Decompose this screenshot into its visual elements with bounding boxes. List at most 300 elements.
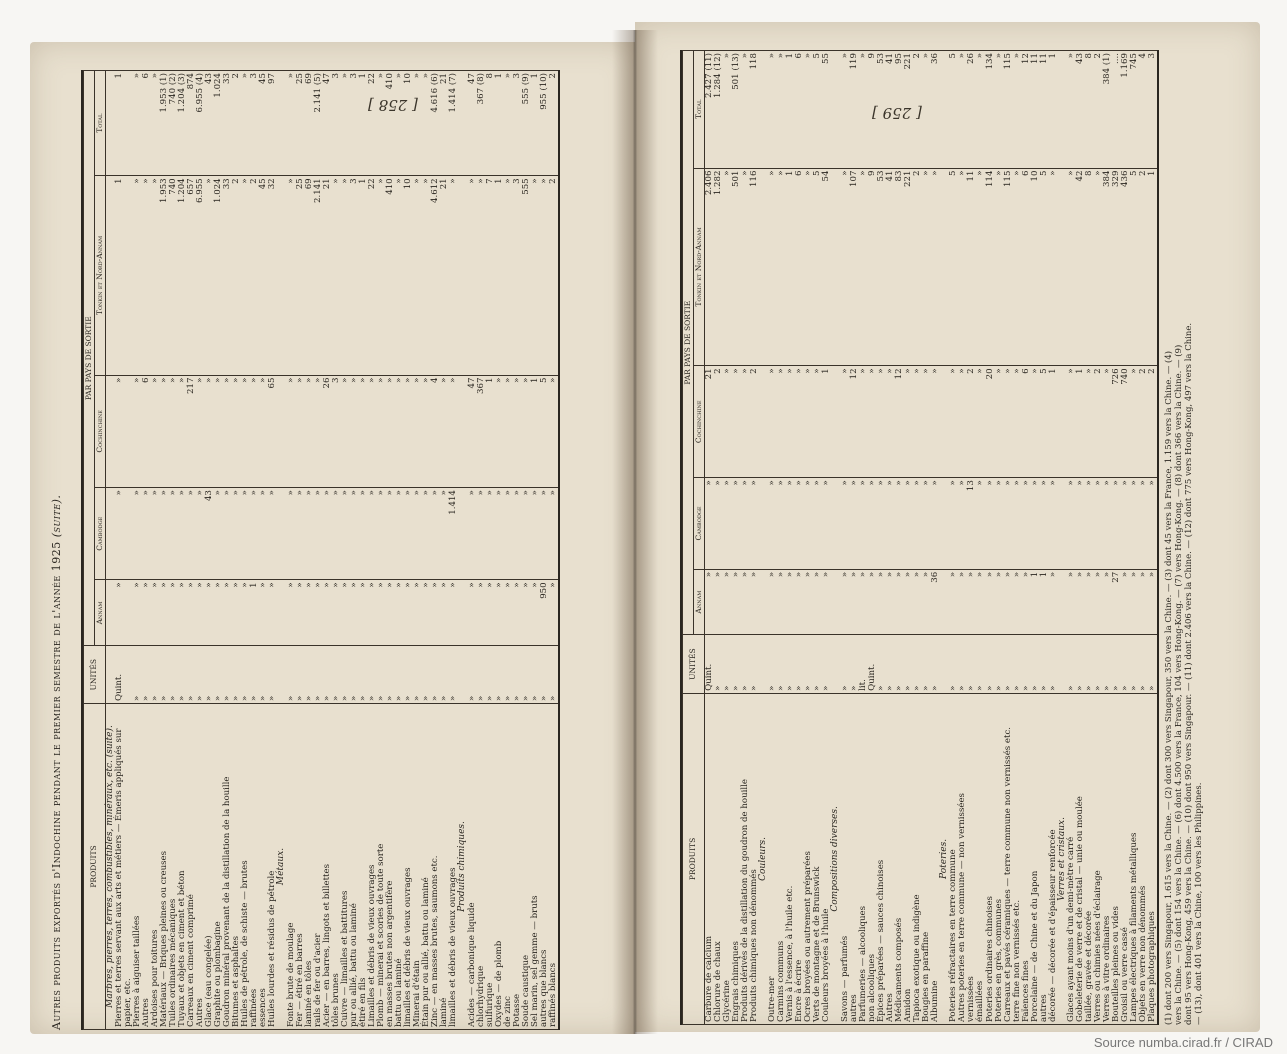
cochinchine-cell: » bbox=[1103, 366, 1112, 478]
annam-cell: » bbox=[913, 569, 922, 635]
cambodge-cell: » bbox=[178, 488, 187, 580]
total-cell: 1.024 bbox=[214, 71, 223, 176]
tonkin-cell: » bbox=[133, 176, 142, 375]
tonkin-cell: 54 bbox=[822, 168, 831, 366]
cochinchine-cell: 20 bbox=[986, 366, 995, 478]
annam-cell: » bbox=[723, 569, 732, 635]
cochinchine-cell: » bbox=[350, 375, 359, 488]
product-cell: Carmins communs bbox=[777, 693, 786, 1024]
cochinchine-cell: » bbox=[1031, 366, 1040, 478]
section-title: Métaux. bbox=[277, 703, 286, 1029]
tonkin-cell: 2 bbox=[250, 176, 259, 375]
tonkin-cell: 2 bbox=[1139, 168, 1148, 366]
product-cell: étiré en fils bbox=[359, 703, 368, 1029]
unit-cell: » bbox=[1085, 635, 1094, 693]
annam-cell: » bbox=[1103, 569, 1112, 635]
total-cell: 10 bbox=[404, 71, 413, 176]
right-data-table bbox=[682, 50, 1157, 1025]
unit-cell: » bbox=[1004, 635, 1013, 693]
annam-cell: » bbox=[486, 580, 495, 646]
cochinchine-cell: » bbox=[949, 366, 958, 478]
cochinchine-cell: » bbox=[768, 366, 777, 478]
annam-cell: 1 bbox=[1031, 569, 1040, 635]
total-cell: 501 (13) bbox=[732, 51, 741, 169]
table-row bbox=[549, 71, 558, 1030]
unit-cell: » bbox=[178, 646, 187, 704]
annam-cell: » bbox=[404, 580, 413, 646]
annam-cell: » bbox=[949, 569, 958, 635]
cambodge-cell: » bbox=[850, 478, 859, 570]
tonkin-cell: » bbox=[804, 168, 813, 366]
total-cell: 1 bbox=[1049, 51, 1058, 169]
cochinchine-cell: 12 bbox=[850, 366, 859, 478]
total-cell: 1 bbox=[531, 71, 540, 176]
cochinchine-cell: 21 bbox=[704, 366, 714, 478]
cambodge-cell: » bbox=[986, 478, 995, 570]
total-cell: 367 (8) bbox=[477, 71, 486, 176]
tonkin-cell: 33 bbox=[223, 176, 232, 375]
annam-cell: » bbox=[795, 569, 804, 635]
cambodge-cell: 1.414 bbox=[449, 488, 458, 580]
tonkin-cell: 384 bbox=[1103, 168, 1112, 366]
total-cell: » bbox=[741, 51, 750, 169]
annam-cell: » bbox=[259, 580, 268, 646]
cochinchine-cell: » bbox=[287, 375, 296, 488]
cochinchine-cell: » bbox=[859, 366, 868, 478]
product-cell: Verres ou chimies nées d'éclairage bbox=[1094, 693, 1103, 1024]
empty-cell bbox=[1058, 51, 1067, 169]
cambodge-cell: » bbox=[750, 478, 759, 570]
unit-cell: » bbox=[986, 635, 995, 693]
annam-cell: » bbox=[341, 580, 350, 646]
tonkin-cell: 2 bbox=[913, 168, 922, 366]
product-cell: Plaques photographiques bbox=[1148, 693, 1157, 1024]
tonkin-cell: 9 bbox=[868, 168, 877, 366]
total-cell: 2.427 (11) bbox=[704, 51, 714, 169]
empty-cell bbox=[105, 580, 115, 646]
annam-cell: » bbox=[750, 569, 759, 635]
cambodge-cell: » bbox=[413, 488, 422, 580]
cochinchine-cell: » bbox=[386, 375, 395, 488]
unit-cell: » bbox=[151, 646, 160, 704]
product-cell: Poteries ordinaires chinoises bbox=[986, 693, 995, 1024]
empty-cell bbox=[105, 71, 115, 176]
product-cell: Verres à vitre ordinaires bbox=[1103, 693, 1112, 1024]
unit-cell: » bbox=[359, 646, 368, 704]
unit-cell: » bbox=[913, 635, 922, 693]
total-cell: » bbox=[413, 71, 422, 176]
cochinchine-cell: 3 bbox=[332, 375, 341, 488]
annam-cell: » bbox=[477, 580, 486, 646]
cambodge-cell: » bbox=[1085, 478, 1094, 570]
annam-cell: » bbox=[151, 580, 160, 646]
product-cell: Minerai d'étain bbox=[413, 703, 422, 1029]
annam-cell: » bbox=[440, 580, 449, 646]
cochinchine-cell: » bbox=[995, 366, 1004, 478]
section-title: Verres et cristaux. bbox=[1058, 693, 1067, 1024]
product-cell: Potasse bbox=[513, 703, 522, 1029]
tonkin-cell: 501 bbox=[732, 168, 741, 366]
total-cell: 11 bbox=[1040, 51, 1049, 169]
cambodge-cell: » bbox=[404, 488, 413, 580]
tonkin-cell: 5 bbox=[1130, 168, 1139, 366]
cochinchine-cell: » bbox=[1004, 366, 1013, 478]
tonkin-cell: 1 bbox=[1148, 168, 1157, 366]
unit-cell: » bbox=[522, 646, 531, 704]
cochinchine-cell: » bbox=[115, 375, 133, 488]
cochinchine-cell: 47 bbox=[468, 375, 477, 488]
footnote-line: vers la Chine. — (5) dont 154 vers la Chine. — (6) dont 4.500 vers la France, 104 vers Hong-Kong. — (7) vers Hong-Kong. — (8) dont 366 vers la Chine. — (9) bbox=[1173, 344, 1184, 1025]
annam-cell: » bbox=[732, 569, 741, 635]
col-par-pays: PAR PAYS DE SORTIE bbox=[683, 51, 694, 635]
annam-cell: » bbox=[305, 580, 314, 646]
cambodge-cell: » bbox=[287, 488, 296, 580]
total-cell: 47 bbox=[323, 71, 332, 176]
tonkin-cell: » bbox=[995, 168, 1004, 366]
total-cell: 2 bbox=[913, 51, 922, 169]
total-cell: 36 bbox=[931, 51, 940, 169]
tonkin-cell: 1.204 bbox=[178, 176, 187, 375]
product-cell: Produits dérivés de la distillation du goudron de houille bbox=[741, 693, 750, 1024]
annam-cell: » bbox=[1121, 569, 1130, 635]
tonkin-cell: 10 bbox=[404, 176, 413, 375]
total-cell: 1.414 (7) bbox=[449, 71, 458, 176]
tonkin-cell: 21 bbox=[323, 176, 332, 375]
cochinchine-cell: 2 bbox=[967, 366, 976, 478]
unit-cell: » bbox=[795, 635, 804, 693]
unit-cell: » bbox=[768, 635, 777, 693]
annam-cell: » bbox=[714, 569, 723, 635]
section-header-row bbox=[831, 51, 840, 1025]
product-cell: Bouteilles pleines ou vides bbox=[1112, 693, 1121, 1024]
unit-cell: » bbox=[904, 635, 913, 693]
total-cell: 1 bbox=[495, 71, 504, 176]
col-tonkin: Tonkin et Nord-Annam bbox=[693, 168, 704, 366]
cambodge-cell: » bbox=[305, 488, 314, 580]
tonkin-cell: 1.953 bbox=[160, 176, 169, 375]
annam-cell: » bbox=[296, 580, 305, 646]
cambodge-cell: » bbox=[995, 478, 1004, 570]
unit-cell: » bbox=[886, 635, 895, 693]
cambodge-cell: » bbox=[368, 488, 377, 580]
cochinchine-cell: » bbox=[259, 375, 268, 488]
total-cell: » bbox=[768, 51, 777, 169]
empty-cell bbox=[1058, 635, 1067, 693]
cochinchine-cell: » bbox=[1013, 366, 1022, 478]
cambodge-cell: » bbox=[431, 488, 440, 580]
cambodge-cell: 43 bbox=[205, 488, 214, 580]
unit-cell: » bbox=[1013, 635, 1022, 693]
total-cell: 8 bbox=[486, 71, 495, 176]
tonkin-cell: 42 bbox=[1076, 168, 1085, 366]
unit-cell: » bbox=[976, 635, 985, 693]
annam-cell: » bbox=[768, 569, 777, 635]
cochinchine-cell: » bbox=[395, 375, 404, 488]
cambodge-cell: » bbox=[804, 478, 813, 570]
cochinchine-cell: » bbox=[958, 366, 967, 478]
cambodge-cell: » bbox=[169, 488, 178, 580]
cambodge-cell: » bbox=[477, 488, 486, 580]
empty-cell bbox=[458, 176, 467, 375]
annam-cell: » bbox=[1139, 569, 1148, 635]
tonkin-cell: 740 bbox=[169, 176, 178, 375]
table-row bbox=[768, 51, 777, 1025]
annam-cell: » bbox=[395, 580, 404, 646]
tonkin-cell: » bbox=[931, 168, 940, 366]
cochinchine-cell: » bbox=[133, 375, 142, 488]
annam-cell: » bbox=[187, 580, 196, 646]
cambodge-cell: » bbox=[1040, 478, 1049, 570]
product-cell: Carbure de calcium bbox=[704, 693, 714, 1024]
product-cell: rails de fer ou d'acier bbox=[314, 703, 323, 1029]
annam-cell: » bbox=[895, 569, 904, 635]
cambodge-cell: » bbox=[214, 488, 223, 580]
unit-cell: » bbox=[741, 635, 750, 693]
cambodge-cell: » bbox=[196, 488, 205, 580]
tonkin-cell: » bbox=[205, 176, 214, 375]
unit-cell: » bbox=[813, 635, 822, 693]
tonkin-cell: 1 bbox=[495, 176, 504, 375]
product-cell: Plomb — minerai et scories de toute sorte bbox=[377, 703, 386, 1029]
table-row bbox=[468, 71, 477, 1030]
left-table-body bbox=[105, 71, 558, 1030]
table-row bbox=[495, 71, 504, 1030]
annam-cell: » bbox=[976, 569, 985, 635]
table-row bbox=[386, 71, 395, 1030]
total-cell: » bbox=[995, 51, 1004, 169]
total-cell: 22 bbox=[368, 71, 377, 176]
cambodge-cell: » bbox=[1067, 478, 1076, 570]
cochinchine-cell: » bbox=[723, 366, 732, 478]
product-cell: Outre-mer bbox=[768, 693, 777, 1024]
total-cell: » bbox=[976, 51, 985, 169]
table-row bbox=[287, 71, 296, 1030]
annam-cell: » bbox=[1085, 569, 1094, 635]
unit-cell: » bbox=[259, 646, 268, 704]
unit-cell: » bbox=[214, 646, 223, 704]
unit-cell: » bbox=[714, 635, 723, 693]
unit-cell: » bbox=[232, 646, 241, 704]
annam-cell: » bbox=[859, 569, 868, 635]
annam-cell: » bbox=[841, 569, 850, 635]
annam-cell: » bbox=[377, 580, 386, 646]
annam-cell: » bbox=[368, 580, 377, 646]
empty-cell bbox=[759, 51, 768, 169]
unit-cell: » bbox=[305, 646, 314, 704]
header-row bbox=[683, 51, 694, 1025]
table-row bbox=[196, 71, 205, 1030]
cambodge-cell: » bbox=[341, 488, 350, 580]
cambodge-cell: » bbox=[495, 488, 504, 580]
annam-cell: » bbox=[804, 569, 813, 635]
annam-cell: » bbox=[115, 580, 133, 646]
cambodge-cell: » bbox=[151, 488, 160, 580]
total-cell: 1.284 (12) bbox=[714, 51, 723, 169]
tonkin-cell: » bbox=[976, 168, 985, 366]
empty-cell bbox=[940, 168, 949, 366]
tonkin-cell: 6 bbox=[795, 168, 804, 366]
product-cell: Verts de montagne et de Brunswick bbox=[813, 693, 822, 1024]
table-row bbox=[531, 71, 540, 1030]
total-cell: 5 bbox=[813, 51, 822, 169]
table-row bbox=[714, 51, 723, 1025]
annam-cell: » bbox=[877, 569, 886, 635]
total-cell: 1.953 (1) bbox=[160, 71, 169, 176]
cochinchine-cell: » bbox=[777, 366, 786, 478]
table-row bbox=[913, 51, 922, 1025]
table-row bbox=[1004, 51, 1013, 1025]
cochinchine-cell: 5 bbox=[1040, 366, 1049, 478]
cambodge-cell: » bbox=[1031, 478, 1040, 570]
unit-cell: » bbox=[504, 646, 513, 704]
unit-cell: » bbox=[332, 646, 341, 704]
total-cell: » bbox=[859, 51, 868, 169]
unit-cell: » bbox=[1076, 635, 1085, 693]
table-row bbox=[1031, 51, 1040, 1025]
tonkin-cell: » bbox=[777, 168, 786, 366]
unit-cell: » bbox=[777, 635, 786, 693]
annam-cell: 27 bbox=[1112, 569, 1121, 635]
annam-cell: » bbox=[504, 580, 513, 646]
tonkin-cell: » bbox=[1094, 168, 1103, 366]
col-unites: UNITÉS bbox=[84, 646, 106, 704]
cambodge-cell: » bbox=[822, 478, 831, 570]
annam-cell: 1 bbox=[250, 580, 259, 646]
cochinchine-cell: » bbox=[804, 366, 813, 478]
cochinchine-cell: » bbox=[151, 375, 160, 488]
table-row bbox=[160, 71, 169, 1030]
total-cell: 33 bbox=[223, 71, 232, 176]
annam-cell: » bbox=[386, 580, 395, 646]
cambodge-cell: » bbox=[922, 478, 931, 570]
cochinchine-cell: » bbox=[931, 366, 940, 478]
empty-cell bbox=[458, 71, 467, 176]
tonkin-cell: » bbox=[477, 176, 486, 375]
unit-cell: » bbox=[486, 646, 495, 704]
cochinchine-cell: » bbox=[913, 366, 922, 478]
cochinchine-cell: » bbox=[296, 375, 305, 488]
product-cell: de zinc bbox=[504, 703, 513, 1029]
total-cell: 2 bbox=[1094, 51, 1103, 169]
unit-cell: » bbox=[922, 635, 931, 693]
total-cell: 1 bbox=[115, 71, 133, 176]
product-cell: Parfumeries — alcooliques bbox=[859, 693, 868, 1024]
cambodge-cell: » bbox=[976, 478, 985, 570]
product-cell: Produits chimiques non dénommés bbox=[750, 693, 759, 1024]
cambodge-cell: » bbox=[795, 478, 804, 570]
product-cell: essences bbox=[259, 703, 268, 1029]
total-cell: » bbox=[723, 51, 732, 169]
product-cell: Carreaux et pavés céramiques — terre commune non vernissés etc. bbox=[1004, 693, 1013, 1024]
cambodge-cell: » bbox=[133, 488, 142, 580]
product-cell: Encre à écrire bbox=[795, 693, 804, 1024]
empty-cell bbox=[1058, 478, 1067, 570]
cochinchine-cell: » bbox=[223, 375, 232, 488]
cochinchine-cell: » bbox=[841, 366, 850, 478]
unit-cell: » bbox=[422, 646, 431, 704]
cochinchine-cell: 2 bbox=[1148, 366, 1157, 478]
section-title: Produits chimiques. bbox=[458, 703, 467, 1029]
product-cell: Limailles et débris de vieux ouvrages bbox=[368, 703, 377, 1029]
unit-cell: » bbox=[133, 646, 142, 704]
cochinchine-cell: » bbox=[813, 366, 822, 478]
tonkin-cell: » bbox=[768, 168, 777, 366]
cochinchine-cell: 2 bbox=[1139, 366, 1148, 478]
cambodge-cell: » bbox=[723, 478, 732, 570]
tonkin-cell: 1 bbox=[359, 176, 368, 375]
annam-cell: » bbox=[223, 580, 232, 646]
annam-cell: » bbox=[449, 580, 458, 646]
total-cell: 1 bbox=[359, 71, 368, 176]
cambodge-cell: » bbox=[395, 488, 404, 580]
product-cell: Fonte brute de moulage bbox=[287, 703, 296, 1029]
cambodge-cell: » bbox=[732, 478, 741, 570]
unit-cell: » bbox=[1049, 635, 1058, 693]
source-credit: Source numba.cirad.fr / CIRAD bbox=[1093, 1035, 1273, 1050]
cambodge-cell: » bbox=[904, 478, 913, 570]
product-cell: Médicaments composés bbox=[895, 693, 904, 1024]
right-table-body bbox=[704, 51, 1157, 1025]
total-cell: » bbox=[395, 71, 404, 176]
total-cell: 9 bbox=[868, 51, 877, 169]
col-produits: PRODUITS bbox=[683, 693, 705, 1024]
left-page-number: [ 258 ] bbox=[368, 96, 418, 114]
product-cell: chlorhydrique bbox=[477, 703, 486, 1029]
annam-cell: » bbox=[133, 580, 142, 646]
cambodge-cell: » bbox=[232, 488, 241, 580]
unit-cell: » bbox=[750, 635, 759, 693]
footnotes bbox=[1165, 50, 1204, 1025]
product-cell: Lampes électriques à filaments métalliques bbox=[1130, 693, 1139, 1024]
cambodge-cell: » bbox=[895, 478, 904, 570]
col-total: Total bbox=[94, 71, 105, 176]
unit-cell: » bbox=[1121, 635, 1130, 693]
cambodge-cell: » bbox=[768, 478, 777, 570]
total-cell: 134 bbox=[986, 51, 995, 169]
cambodge-cell: » bbox=[522, 488, 531, 580]
tonkin-cell: 107 bbox=[850, 168, 859, 366]
cochinchine-cell: » bbox=[886, 366, 895, 478]
empty-cell bbox=[277, 375, 286, 488]
annam-cell: » bbox=[431, 580, 440, 646]
product-cell: Couleurs broyées à l'huile bbox=[822, 693, 831, 1024]
annam-cell: » bbox=[495, 580, 504, 646]
section-title: Couleurs. bbox=[759, 693, 768, 1024]
annam-cell: » bbox=[986, 569, 995, 635]
total-cell: » bbox=[287, 71, 296, 176]
unit-cell: » bbox=[850, 635, 859, 693]
unit-cell: » bbox=[142, 646, 151, 704]
cambodge-cell: » bbox=[223, 488, 232, 580]
left-data-table bbox=[83, 70, 558, 1030]
total-cell: 1.204 (3) bbox=[178, 71, 187, 176]
table-row bbox=[886, 51, 895, 1025]
empty-cell bbox=[759, 168, 768, 366]
unit-cell: » bbox=[1112, 635, 1121, 693]
product-cell: Tuyaux et objets en ciment et béton bbox=[178, 703, 187, 1029]
table-row bbox=[142, 71, 151, 1030]
unit-cell: » bbox=[895, 635, 904, 693]
cambodge-cell: » bbox=[1130, 478, 1139, 570]
product-cell: Graphite ou plombagine bbox=[214, 703, 223, 1029]
annam-cell: » bbox=[214, 580, 223, 646]
annam-cell: » bbox=[1094, 569, 1103, 635]
empty-cell bbox=[458, 488, 467, 580]
cambodge-cell: » bbox=[1103, 478, 1112, 570]
cambodge-cell: » bbox=[859, 478, 868, 570]
product-cell: émaillées bbox=[976, 693, 985, 1024]
unit-cell: » bbox=[404, 646, 413, 704]
